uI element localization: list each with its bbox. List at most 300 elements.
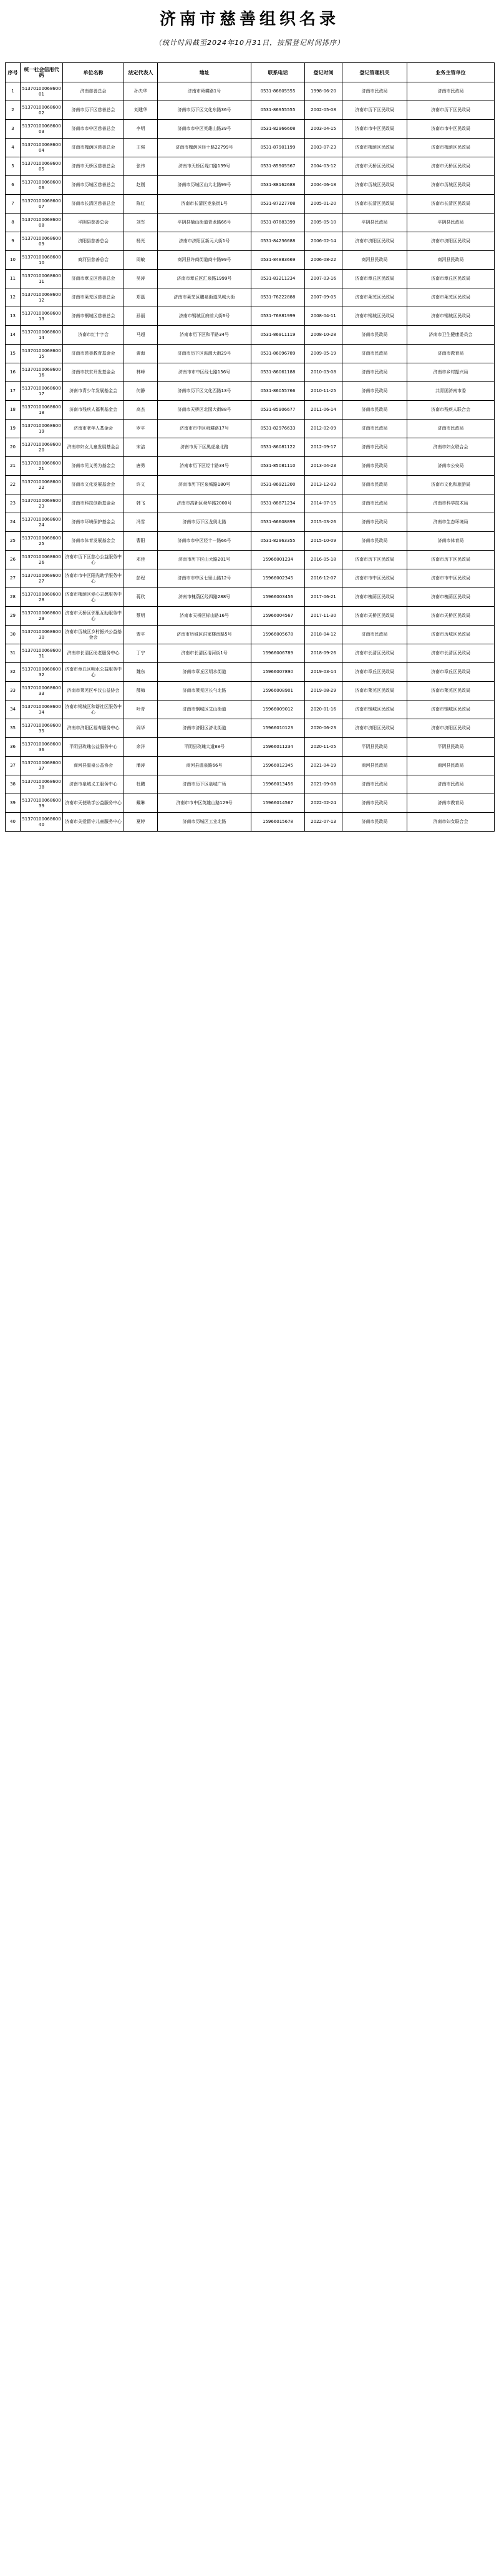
cell-credit-code: 5137010006860012 <box>21 288 63 307</box>
cell-reg-authority: 济南市民政局 <box>342 363 407 382</box>
cell-phone: 0531-86096789 <box>251 345 305 363</box>
cell-legal-rep: 韩飞 <box>124 494 158 513</box>
cell-seq: 11 <box>6 270 21 288</box>
cell-reg-authority: 济南市莱芜区民政局 <box>342 682 407 701</box>
cell-address: 济南市市中区七里山路12号 <box>158 569 251 588</box>
cell-phone: 0531-85905567 <box>251 157 305 176</box>
cell-credit-code: 5137010006860004 <box>21 139 63 157</box>
cell-address: 济南市市中区舜耕路17号 <box>158 420 251 438</box>
cell-reg-date: 2018-09-26 <box>305 644 342 663</box>
cell-seq: 9 <box>6 232 21 251</box>
cell-supervisor: 济南市乡村振兴局 <box>407 363 495 382</box>
cell-org-name: 济南市见义勇为基金会 <box>63 457 124 476</box>
cell-reg-authority: 济南市市中区民政局 <box>342 569 407 588</box>
cell-address: 济南市历城区山大北路99号 <box>158 176 251 195</box>
cell-credit-code: 5137010006860036 <box>21 738 63 757</box>
cell-seq: 12 <box>6 288 21 307</box>
cell-address: 济南市历下区黑虎泉北路 <box>158 438 251 457</box>
table-body <box>6 82 495 832</box>
cell-seq: 26 <box>6 551 21 569</box>
table-row <box>6 663 495 682</box>
cell-address: 济南市历下区山大路201号 <box>158 551 251 569</box>
cell-seq: 19 <box>6 420 21 438</box>
cell-reg-authority: 平阴县民政局 <box>342 214 407 232</box>
cell-reg-authority: 济南市钢城区民政局 <box>342 307 407 326</box>
cell-reg-date: 2016-05-18 <box>305 551 342 569</box>
cell-address: 济南市市中区英雄山路129号 <box>158 794 251 813</box>
cell-org-name: 济南市天使助学公益服务中心 <box>63 794 124 813</box>
cell-reg-authority: 济南市长清区民政局 <box>342 195 407 214</box>
cell-supervisor: 济南市济阳区民政局 <box>407 719 495 738</box>
cell-reg-authority: 济南市民政局 <box>342 513 407 532</box>
cell-org-name: 济南市莱芜区慈善总会 <box>63 288 124 307</box>
cell-supervisor: 济南市天桥区民政局 <box>407 607 495 626</box>
cell-supervisor: 济南市天桥区民政局 <box>407 157 495 176</box>
cell-phone: 0531-87227708 <box>251 195 305 214</box>
cell-address: 济南市济阳区济北街道 <box>158 719 251 738</box>
table-row <box>6 476 495 494</box>
cell-reg-date: 2013-04-23 <box>305 457 342 476</box>
cell-reg-authority: 济南市民政局 <box>342 345 407 363</box>
cell-credit-code: 5137010006860027 <box>21 569 63 588</box>
cell-phone: 15966013456 <box>251 775 305 794</box>
charity-directory-table <box>5 62 495 832</box>
cell-seq: 39 <box>6 794 21 813</box>
table-row <box>6 270 495 288</box>
cell-credit-code: 5137010006860026 <box>21 551 63 569</box>
cell-address: 平阴县榆山街道青龙路66号 <box>158 214 251 232</box>
cell-org-name: 济南市体育发展基金会 <box>63 532 124 551</box>
cell-phone: 0531-76222888 <box>251 288 305 307</box>
cell-reg-date: 2016-12-07 <box>305 569 342 588</box>
cell-legal-rep: 彭程 <box>124 569 158 588</box>
cell-reg-date: 2010-11-25 <box>305 382 342 401</box>
cell-seq: 4 <box>6 139 21 157</box>
cell-address: 济南市天桥区标山路16号 <box>158 607 251 626</box>
cell-org-name: 济南市天桥区慈善总会 <box>63 157 124 176</box>
cell-reg-authority: 济南市钢城区民政局 <box>342 701 407 719</box>
cell-legal-rep: 曹阳 <box>124 532 158 551</box>
cell-credit-code: 5137010006860032 <box>21 663 63 682</box>
cell-reg-date: 2011-06-14 <box>305 401 342 420</box>
cell-phone: 0531-86055766 <box>251 382 305 401</box>
cell-legal-rep: 陈红 <box>124 195 158 214</box>
cell-supervisor: 济南市公安局 <box>407 457 495 476</box>
cell-phone: 15966009012 <box>251 701 305 719</box>
cell-seq: 28 <box>6 588 21 607</box>
cell-org-name: 济南市科技创新基金会 <box>63 494 124 513</box>
cell-supervisor: 济南市长清区民政局 <box>407 644 495 663</box>
table-row <box>6 420 495 438</box>
cell-credit-code: 5137010006860011 <box>21 270 63 288</box>
table-row <box>6 345 495 363</box>
cell-org-name: 济南市天桥区邻里互助服务中心 <box>63 607 124 626</box>
cell-reg-date: 2009-05-19 <box>305 345 342 363</box>
cell-reg-authority: 济南市莱芜区民政局 <box>342 288 407 307</box>
cell-reg-authority: 济南市槐荫区民政局 <box>342 139 407 157</box>
cell-phone: 15966007890 <box>251 663 305 682</box>
cell-reg-authority: 济南市济阳区民政局 <box>342 719 407 738</box>
cell-address: 济南市历下区和平路34号 <box>158 326 251 345</box>
cell-reg-date: 2012-09-17 <box>305 438 342 457</box>
cell-org-name: 济南市章丘区慈善总会 <box>63 270 124 288</box>
cell-seq: 5 <box>6 157 21 176</box>
cell-seq: 14 <box>6 326 21 345</box>
cell-org-name: 济南市历下区慈善总会 <box>63 101 124 120</box>
cell-seq: 21 <box>6 457 21 476</box>
table-row <box>6 682 495 701</box>
cell-credit-code: 5137010006860030 <box>21 626 63 644</box>
cell-org-name: 济南市文化发展基金会 <box>63 476 124 494</box>
cell-credit-code: 5137010006860015 <box>21 345 63 363</box>
cell-reg-date: 2015-03-26 <box>305 513 342 532</box>
cell-seq: 31 <box>6 644 21 663</box>
cell-credit-code: 5137010006860018 <box>21 401 63 420</box>
table-row <box>6 513 495 532</box>
cell-reg-authority: 济南市民政局 <box>342 476 407 494</box>
cell-seq: 7 <box>6 195 21 214</box>
cell-legal-rep: 罗平 <box>124 420 158 438</box>
cell-reg-date: 1998-06-20 <box>305 82 342 101</box>
cell-legal-rep: 林峰 <box>124 363 158 382</box>
cell-supervisor: 济南市市中区民政局 <box>407 120 495 139</box>
table-row <box>6 607 495 626</box>
cell-reg-date: 2005-01-20 <box>305 195 342 214</box>
cell-reg-authority: 济南市民政局 <box>342 494 407 513</box>
table-row <box>6 176 495 195</box>
cell-seq: 30 <box>6 626 21 644</box>
cell-seq: 16 <box>6 363 21 382</box>
cell-credit-code: 5137010006860023 <box>21 494 63 513</box>
cell-reg-date: 2012-02-09 <box>305 420 342 438</box>
cell-supervisor: 济南市教育局 <box>407 794 495 813</box>
cell-supervisor: 济南市钢城区民政局 <box>407 701 495 719</box>
cell-address: 济南市历城区洪家楼南路5号 <box>158 626 251 644</box>
table-row <box>6 719 495 738</box>
cell-seq: 2 <box>6 101 21 120</box>
cell-phone: 0531-84236688 <box>251 232 305 251</box>
cell-reg-date: 2020-06-23 <box>305 719 342 738</box>
cell-seq: 1 <box>6 82 21 101</box>
cell-org-name: 济南市关爱留守儿童服务中心 <box>63 813 124 832</box>
cell-legal-rep: 贾平 <box>124 626 158 644</box>
cell-credit-code: 5137010006860013 <box>21 307 63 326</box>
table-row <box>6 457 495 476</box>
cell-reg-authority: 济南市民政局 <box>342 775 407 794</box>
cell-credit-code: 5137010006860006 <box>21 176 63 195</box>
cell-seq: 38 <box>6 775 21 794</box>
cell-reg-date: 2017-11-30 <box>305 607 342 626</box>
table-row <box>6 288 495 307</box>
cell-supervisor: 济南市残疾人联合会 <box>407 401 495 420</box>
cell-org-name: 平阴县玫瑰公益服务中心 <box>63 738 124 757</box>
cell-phone: 0531-66608899 <box>251 513 305 532</box>
cell-seq: 3 <box>6 120 21 139</box>
cell-address: 济南市槐荫区经四路288号 <box>158 588 251 607</box>
cell-supervisor: 济南市妇女联合会 <box>407 438 495 457</box>
cell-legal-rep: 魏东 <box>124 663 158 682</box>
table-row <box>6 775 495 794</box>
cell-supervisor: 济南市长清区民政局 <box>407 195 495 214</box>
cell-reg-date: 2007-09-05 <box>305 288 342 307</box>
cell-address: 济南市长清区清河街1号 <box>158 644 251 663</box>
cell-supervisor: 济南市文化和旅游局 <box>407 476 495 494</box>
table-row <box>6 326 495 345</box>
cell-reg-authority: 济南市民政局 <box>342 82 407 101</box>
table-row <box>6 532 495 551</box>
cell-supervisor: 济南市章丘区民政局 <box>407 663 495 682</box>
cell-supervisor: 济南市生态环境局 <box>407 513 495 532</box>
cell-reg-authority: 平阴县民政局 <box>342 738 407 757</box>
cell-org-name: 济南市市中区慈善总会 <box>63 120 124 139</box>
cell-reg-authority: 济南市民政局 <box>342 794 407 813</box>
cell-credit-code: 5137010006860034 <box>21 701 63 719</box>
cell-org-name: 济南市历下区慈心公益服务中心 <box>63 551 124 569</box>
cell-org-name: 商河县温泉公益协会 <box>63 757 124 775</box>
table-row <box>6 813 495 832</box>
cell-org-name: 济南市残疾人福利基金会 <box>63 401 124 420</box>
cell-phone: 0531-84883669 <box>251 251 305 270</box>
cell-address: 济南市市中区经七路156号 <box>158 363 251 382</box>
cell-reg-date: 2022-07-13 <box>305 813 342 832</box>
cell-reg-date: 2013-12-03 <box>305 476 342 494</box>
cell-credit-code: 5137010006860016 <box>21 363 63 382</box>
cell-reg-date: 2019-03-14 <box>305 663 342 682</box>
cell-reg-date: 2005-05-10 <box>305 214 342 232</box>
cell-reg-date: 2006-08-22 <box>305 251 342 270</box>
cell-reg-authority: 济南市长清区民政局 <box>342 644 407 663</box>
cell-reg-authority: 济南市民政局 <box>342 532 407 551</box>
cell-legal-rep: 黄海 <box>124 345 158 363</box>
cell-reg-date: 2017-06-21 <box>305 588 342 607</box>
table-row <box>6 232 495 251</box>
cell-address: 济南市历下区泉城路180号 <box>158 476 251 494</box>
cell-org-name: 商河县慈善总会 <box>63 251 124 270</box>
cell-reg-authority: 济南市民政局 <box>342 626 407 644</box>
cell-credit-code: 5137010006860003 <box>21 120 63 139</box>
cell-seq: 18 <box>6 401 21 420</box>
cell-legal-rep: 唐勇 <box>124 457 158 476</box>
cell-supervisor: 济南市体育局 <box>407 532 495 551</box>
cell-reg-date: 2022-02-24 <box>305 794 342 813</box>
cell-reg-date: 2018-04-12 <box>305 626 342 644</box>
cell-org-name: 济南市青少年发展基金会 <box>63 382 124 401</box>
cell-org-name: 济南市长清区慈善总会 <box>63 195 124 214</box>
cell-seq: 36 <box>6 738 21 757</box>
cell-address: 济南市市中区经十一路66号 <box>158 532 251 551</box>
cell-phone: 15966014567 <box>251 794 305 813</box>
cell-supervisor: 济南市市中区民政局 <box>407 569 495 588</box>
cell-org-name: 济南市钢城区慈善总会 <box>63 307 124 326</box>
cell-seq: 23 <box>6 494 21 513</box>
cell-org-name: 济南市市中区阳光助学服务中心 <box>63 569 124 588</box>
cell-supervisor: 济南市科学技术局 <box>407 494 495 513</box>
table-row <box>6 363 495 382</box>
cell-seq: 13 <box>6 307 21 326</box>
table-row <box>6 101 495 120</box>
table-row <box>6 438 495 457</box>
cell-org-name: 济南市老年人基金会 <box>63 420 124 438</box>
cell-address: 济南市历下区泉城广场 <box>158 775 251 794</box>
cell-reg-authority: 济南市民政局 <box>342 813 407 832</box>
table-header-row <box>6 63 495 82</box>
cell-reg-date: 2010-03-08 <box>305 363 342 382</box>
table-row <box>6 551 495 569</box>
cell-supervisor: 济南市民政局 <box>407 82 495 101</box>
cell-phone: 15966010123 <box>251 719 305 738</box>
table-row <box>6 494 495 513</box>
cell-supervisor: 济南市槐荫区民政局 <box>407 588 495 607</box>
cell-reg-date: 2004-06-18 <box>305 176 342 195</box>
cell-address: 济南市莱芜区鹏泉街道凤城大街 <box>158 288 251 307</box>
table-row <box>6 120 495 139</box>
cell-credit-code: 5137010006860028 <box>21 588 63 607</box>
cell-seq: 22 <box>6 476 21 494</box>
header-reg-date: 登记时间 <box>305 63 342 82</box>
cell-supervisor: 济南市莱芜区民政局 <box>407 288 495 307</box>
cell-reg-authority: 济南市民政局 <box>342 420 407 438</box>
cell-reg-date: 2006-02-14 <box>305 232 342 251</box>
cell-org-name: 济南市历城区乡村振兴公益基金会 <box>63 626 124 644</box>
cell-phone: 0531-88871234 <box>251 494 305 513</box>
cell-address: 济南市历下区经十路34号 <box>158 457 251 476</box>
cell-supervisor: 商河县民政局 <box>407 757 495 775</box>
cell-reg-authority: 济南市天桥区民政局 <box>342 607 407 626</box>
cell-reg-authority: 商河县民政局 <box>342 251 407 270</box>
cell-legal-rep: 邓佳 <box>124 551 158 569</box>
cell-address: 济南市莱芜区长勺北路 <box>158 682 251 701</box>
cell-supervisor: 共青团济南市委 <box>407 382 495 401</box>
cell-legal-rep: 杨光 <box>124 232 158 251</box>
cell-legal-rep: 李明 <box>124 120 158 139</box>
cell-legal-rep: 高杰 <box>124 401 158 420</box>
cell-supervisor: 济南市章丘区民政局 <box>407 270 495 288</box>
cell-reg-date: 2008-10-28 <box>305 326 342 345</box>
cell-legal-rep: 蔡明 <box>124 607 158 626</box>
header-credit-code: 统一社会信用代码 <box>21 63 63 82</box>
cell-org-name: 济阳县慈善总会 <box>63 232 124 251</box>
cell-supervisor: 济南市历下区民政局 <box>407 101 495 120</box>
cell-legal-rep: 何静 <box>124 382 158 401</box>
table-row <box>6 588 495 607</box>
cell-address: 济南市济阳区新元大街1号 <box>158 232 251 251</box>
cell-legal-rep: 叶青 <box>124 701 158 719</box>
cell-seq: 34 <box>6 701 21 719</box>
cell-credit-code: 5137010006860017 <box>21 382 63 401</box>
cell-seq: 17 <box>6 382 21 401</box>
table-row <box>6 157 495 176</box>
cell-reg-date: 2008-04-11 <box>305 307 342 326</box>
cell-phone: 0531-85906677 <box>251 401 305 420</box>
cell-credit-code: 5137010006860007 <box>21 195 63 214</box>
cell-seq: 8 <box>6 214 21 232</box>
cell-org-name: 济南市扶贫开发基金会 <box>63 363 124 382</box>
cell-phone: 15966006789 <box>251 644 305 663</box>
cell-reg-date: 2015-10-09 <box>305 532 342 551</box>
cell-legal-rep: 阎华 <box>124 719 158 738</box>
cell-phone: 15966004567 <box>251 607 305 626</box>
cell-legal-rep: 蒋欣 <box>124 588 158 607</box>
cell-reg-date: 2003-04-15 <box>305 120 342 139</box>
cell-phone: 0531-88162688 <box>251 176 305 195</box>
cell-legal-rep: 周敏 <box>124 251 158 270</box>
cell-reg-authority: 商河县民政局 <box>342 757 407 775</box>
cell-address: 济南市高新区舜华路2000号 <box>158 494 251 513</box>
cell-address: 济南市历下区文化西路13号 <box>158 382 251 401</box>
header-org-name: 单位名称 <box>63 63 124 82</box>
cell-org-name: 济南市红十字会 <box>63 326 124 345</box>
cell-reg-authority: 济南市历下区民政局 <box>342 551 407 569</box>
table-row <box>6 82 495 101</box>
cell-reg-date: 2020-01-16 <box>305 701 342 719</box>
cell-seq: 6 <box>6 176 21 195</box>
cell-legal-rep: 赵刚 <box>124 176 158 195</box>
cell-credit-code: 5137010006860019 <box>21 420 63 438</box>
cell-phone: 15966008901 <box>251 682 305 701</box>
cell-legal-rep: 刘建华 <box>124 101 158 120</box>
cell-phone: 15966003456 <box>251 588 305 607</box>
cell-reg-authority: 济南市槐荫区民政局 <box>342 588 407 607</box>
cell-phone: 0531-86081122 <box>251 438 305 457</box>
cell-supervisor: 济南市莱芜区民政局 <box>407 682 495 701</box>
cell-legal-rep: 薛梅 <box>124 682 158 701</box>
cell-reg-authority: 济南市民政局 <box>342 457 407 476</box>
cell-seq: 40 <box>6 813 21 832</box>
cell-credit-code: 5137010006860035 <box>21 719 63 738</box>
header-phone: 联系电话 <box>251 63 305 82</box>
cell-reg-date: 2020-11-05 <box>305 738 342 757</box>
cell-seq: 32 <box>6 663 21 682</box>
cell-phone: 0531-87901199 <box>251 139 305 157</box>
cell-reg-authority: 济南市民政局 <box>342 401 407 420</box>
cell-supervisor: 商河县民政局 <box>407 251 495 270</box>
cell-phone: 15966012345 <box>251 757 305 775</box>
cell-address: 商河县许商街道商中路99号 <box>158 251 251 270</box>
cell-reg-authority: 济南市章丘区民政局 <box>342 270 407 288</box>
cell-supervisor: 济南市历下区民政局 <box>407 551 495 569</box>
cell-credit-code: 5137010006860031 <box>21 644 63 663</box>
table-row <box>6 794 495 813</box>
cell-address: 平阴县玫瑰大道88号 <box>158 738 251 757</box>
cell-credit-code: 5137010006860010 <box>21 251 63 270</box>
header-address: 地址 <box>158 63 251 82</box>
cell-org-name: 济南市历城区慈善总会 <box>63 176 124 195</box>
cell-reg-authority: 济南市济阳区民政局 <box>342 232 407 251</box>
cell-credit-code: 5137010006860008 <box>21 214 63 232</box>
cell-address: 济南市历下区龙奥北路 <box>158 513 251 532</box>
table-row <box>6 307 495 326</box>
page-subtitle: （统计时间截至2024年10月31日，按照登记时间排序） <box>155 39 344 47</box>
table-row <box>6 626 495 644</box>
cell-legal-rep: 孙丽 <box>124 307 158 326</box>
cell-credit-code: 5137010006860040 <box>21 813 63 832</box>
cell-address: 济南市钢城区艾山街道 <box>158 701 251 719</box>
table-row <box>6 195 495 214</box>
cell-phone: 0531-87883399 <box>251 214 305 232</box>
cell-seq: 20 <box>6 438 21 457</box>
cell-credit-code: 5137010006860037 <box>21 757 63 775</box>
cell-phone: 15966005678 <box>251 626 305 644</box>
cell-legal-rep: 戴琳 <box>124 794 158 813</box>
cell-reg-authority: 济南市章丘区民政局 <box>342 663 407 682</box>
cell-legal-rep: 马超 <box>124 326 158 345</box>
cell-legal-rep: 潘涛 <box>124 757 158 775</box>
cell-phone: 0531-83211234 <box>251 270 305 288</box>
cell-org-name: 济南市环境保护基金会 <box>63 513 124 532</box>
cell-supervisor: 济南市民政局 <box>407 775 495 794</box>
cell-org-name: 济南市泉城义工服务中心 <box>63 775 124 794</box>
header-reg-authority: 登记管理机关 <box>342 63 407 82</box>
